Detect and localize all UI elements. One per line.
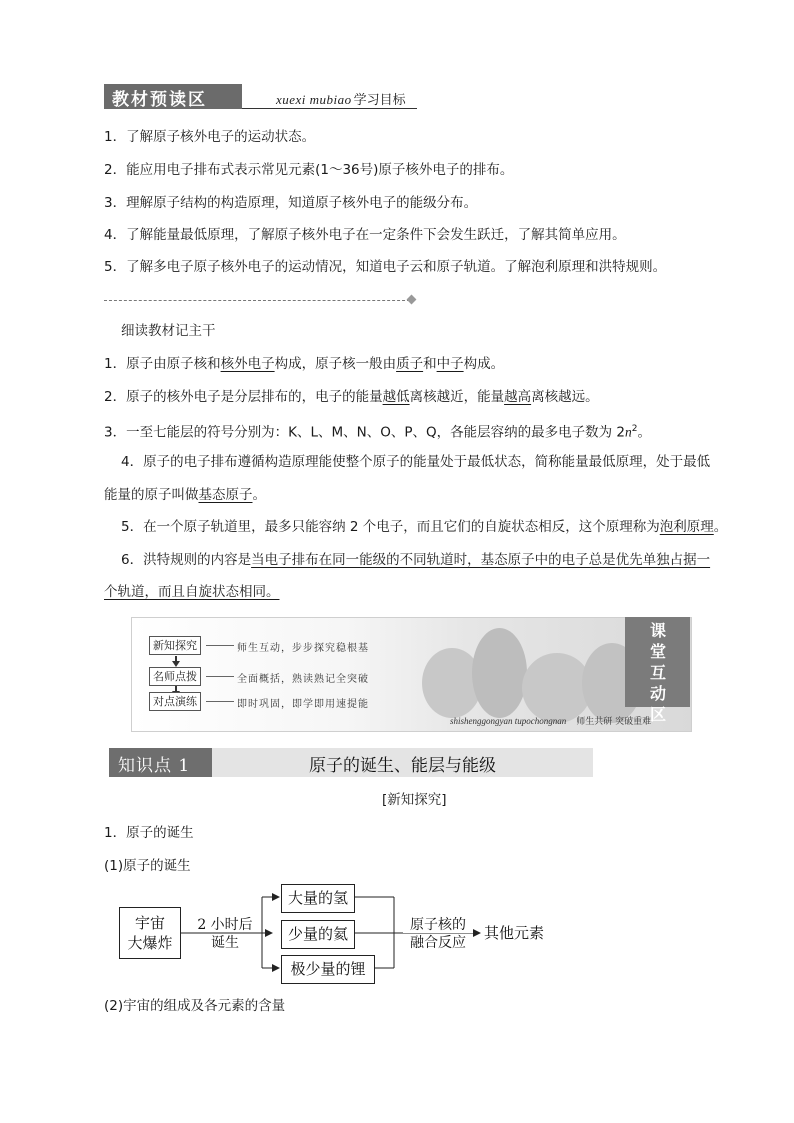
product-box-hydrogen: 大量的氢 xyxy=(281,884,355,913)
big-bang-label xyxy=(119,913,181,953)
knowledge-title: 原子的诞生、能层与能级 xyxy=(309,756,496,776)
subtitle-text: 学习目标 xyxy=(353,93,406,108)
reading-paragraph-4-line1: 4．原子的电子排布遵循构造原理能使整个原子的能量处于最低状态，简称能量最低原理，处于最低 xyxy=(121,454,711,470)
banner-item-tips: 名师点拨 xyxy=(149,667,201,686)
banner-item-practice: 对点演练 xyxy=(149,692,201,711)
text-run: 能量的原子叫做 xyxy=(104,487,199,503)
text-run: 5．在一个原子轨道里，最多只能容纳 2 个电子，而且它们的自旋状态相反，这个原理称为 xyxy=(121,519,660,535)
underlined-term: 当电子排布在同一能级的不同轨道时，基态原子中的电子总是优先单独占据一 xyxy=(251,552,711,568)
underlined-term: 越高 xyxy=(504,389,532,405)
fusion-label-top: 原子核的 xyxy=(403,917,473,933)
goal-item: 2．能应用电子排布式表示常见元素(1～36号)原子核外电子的排布。 xyxy=(104,162,514,178)
knowledge-label: 知识点 1 xyxy=(118,756,191,776)
subsection-heading: (1)原子的诞生 xyxy=(104,858,191,874)
underlined-term: 基态原子 xyxy=(198,487,253,503)
text-run: 离核越远。 xyxy=(531,389,599,405)
arrow-label-top: 2 小时后 xyxy=(197,917,253,933)
section-header-title: 教材预读区 xyxy=(112,90,207,110)
product-box-helium: 少量的氦 xyxy=(281,920,355,949)
new-knowledge-tag: [新知探究] xyxy=(382,792,447,808)
text-run: 6．洪特规则的内容是 xyxy=(121,552,252,568)
banner-item-explore: 新知探究 xyxy=(149,636,201,655)
italic-variable: n xyxy=(624,424,632,440)
fusion-label-bottom: 融合反应 xyxy=(410,935,466,951)
text-run: 3．一至七能层的符号分别为：K、L、M、N、O、P、Q，各能层容纳的最多电子数为 2 xyxy=(104,424,625,441)
text-run: 1．原子由原子核和 xyxy=(104,356,221,372)
banner-item-desc: 全面概括，熟读熟记全突破 xyxy=(237,674,369,685)
text-run: 2．原子的核外电子是分层排布的，电子的能量 xyxy=(104,389,383,405)
underlined-term: 核外电子 xyxy=(220,356,275,372)
reading-heading: 细读教材记主干 xyxy=(121,323,216,339)
section-heading: 1．原子的诞生 xyxy=(104,825,194,841)
superscript: 2 xyxy=(631,424,638,434)
goal-item: 1．了解原子核外电子的运动状态。 xyxy=(104,129,316,145)
footer-text: 师生共研 突破重难 xyxy=(576,717,652,727)
goal-item: 3．理解原子结构的构造原理，知道原子核外电子的能级分布。 xyxy=(104,195,478,211)
subtitle-pinyin: xuexi mubiao xyxy=(276,92,352,107)
underlined-term: 泡利原理 xyxy=(659,519,714,535)
result-label: 其他元素 xyxy=(484,924,545,942)
text-run: 。 xyxy=(713,519,728,535)
text-run: 。 xyxy=(637,424,651,441)
underlined-term: 质子 xyxy=(396,356,424,372)
text-run: 构成。 xyxy=(463,356,505,372)
underlined-term: 越低 xyxy=(382,389,410,405)
text-run: 。 xyxy=(252,487,266,503)
text-run: 构成，原子核一般由 xyxy=(274,356,397,372)
subsection-heading: (2)宇宙的组成及各元素的含量 xyxy=(104,998,286,1014)
underlined-term: 个轨道，而且自旋状态相同。 xyxy=(104,584,280,600)
text-run: 和 xyxy=(423,356,437,372)
goal-item: 4．了解能量最低原理，了解原子核外电子在一定条件下会发生跃迁，了解其简单应用。 xyxy=(104,227,626,243)
arrow-label-bottom: 诞生 xyxy=(211,935,239,951)
big-bang-line1: 宇宙 xyxy=(134,914,165,932)
text-run: 离核越近，能量 xyxy=(409,389,505,405)
product-box-lithium: 极少量的锂 xyxy=(281,955,375,984)
big-bang-line2: 大爆炸 xyxy=(127,934,173,952)
underlined-term: 中子 xyxy=(436,356,464,372)
banner-item-desc: 师生互动，步步探究稳根基 xyxy=(237,643,369,654)
goal-item: 5．了解多电子原子核外电子的运动情况，知道电子云和原子轨道。了解泡利原理和洪特规则。 xyxy=(104,259,667,275)
footer-pinyin: shishenggongyan tupochongnan xyxy=(450,716,567,726)
banner-item-desc: 即时巩固，即学即用速提能 xyxy=(237,699,369,710)
banner-side-title: 课堂互动区 xyxy=(649,621,666,724)
